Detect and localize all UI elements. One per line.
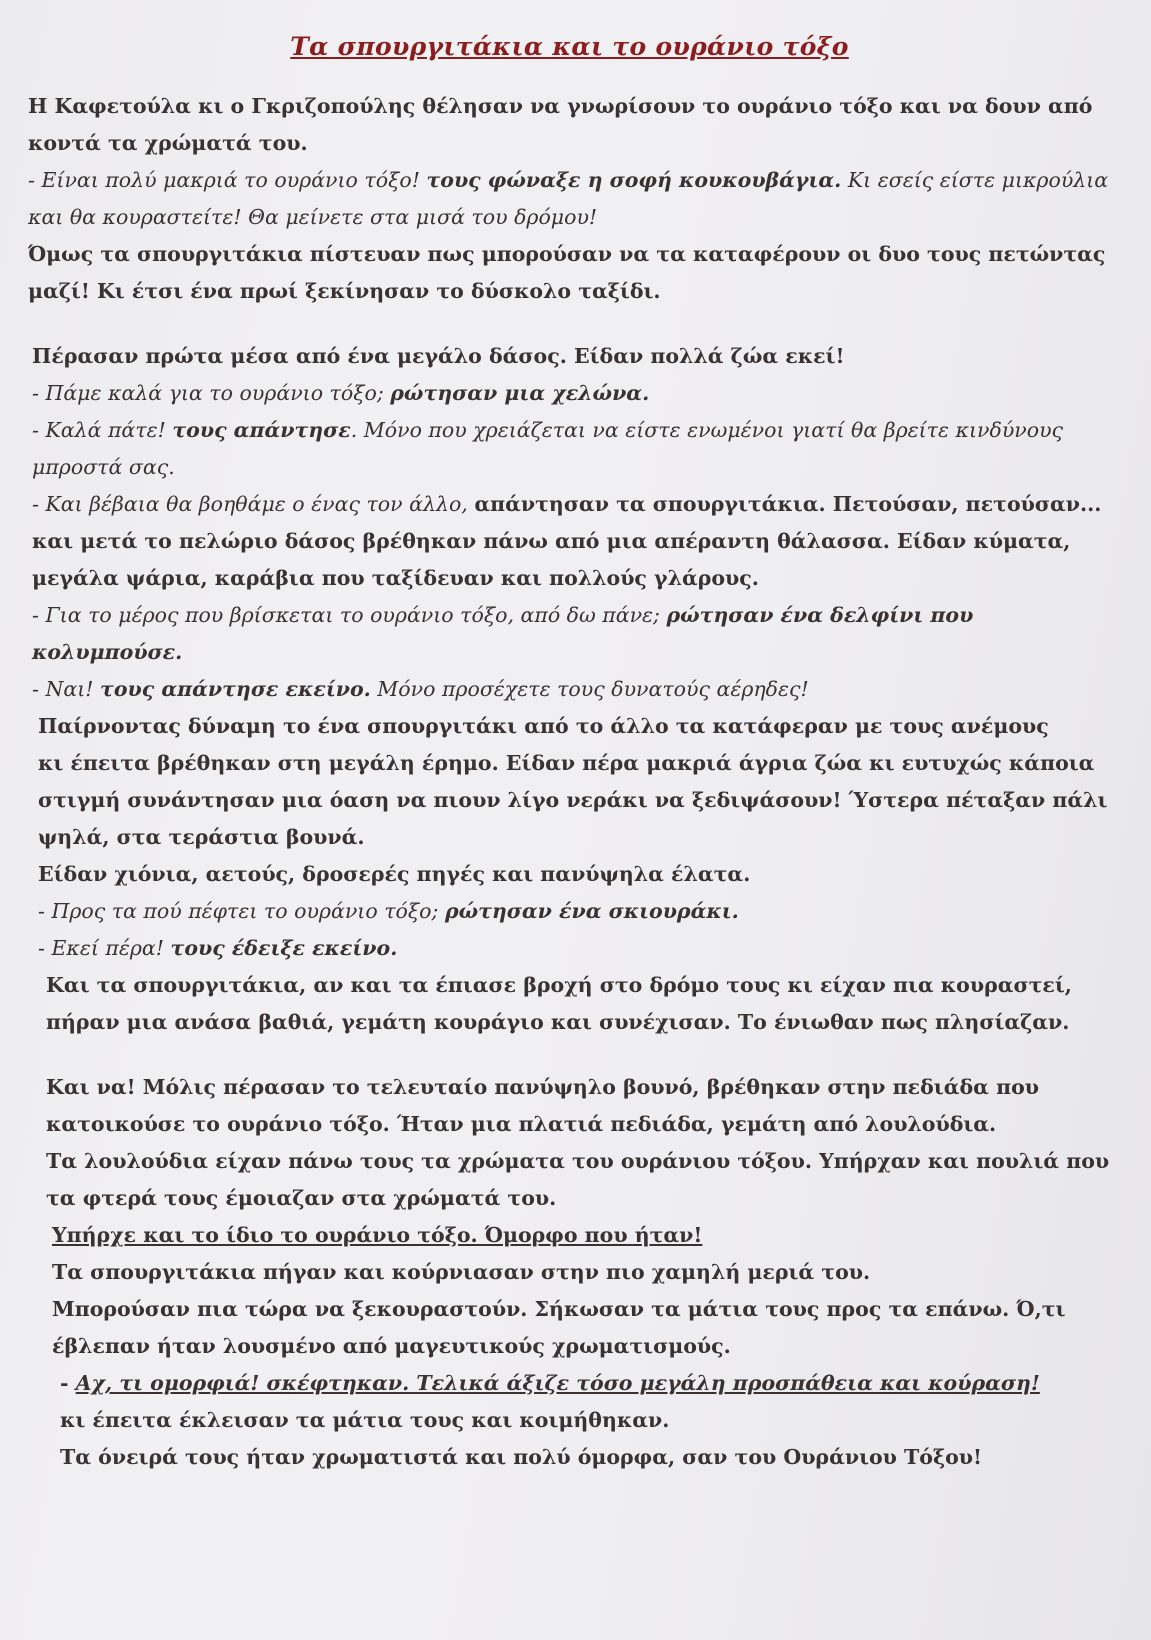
text-line	[28, 1179, 1111, 1216]
text-line	[28, 1003, 1111, 1040]
text-line	[28, 1216, 1111, 1253]
dialogue-line	[28, 596, 1111, 633]
text-span: πήραν μια ανάσα βαθιά, γεμάτη κουράγιο και συνέχισαν. Το ένιωθαν πως πλησίαζαν.	[46, 1010, 1070, 1034]
paragraph-gap	[28, 309, 1111, 337]
text-span: Υπήρχε και το ίδιο το ουράνιο τόξο. Όμορφο που ήταν!	[52, 1223, 703, 1247]
dialogue-line	[28, 1364, 1111, 1401]
dialogue-span: - Καλά πάτε!	[32, 418, 173, 442]
text-span: κατοικούσε το ουράνιο τόξο. Ήταν μια πλατιά πεδιάδα, γεμάτη από λουλούδια.	[46, 1112, 997, 1136]
dialogue-span: - Για το μέρος που βρίσκεται το ουράνιο τόξο, από δω πάνε;	[32, 603, 667, 627]
dialogue-line	[28, 929, 1111, 966]
dialogue-span: . Μόνο που χρειάζεται να είστε ενωμένοι γιατί θα βρείτε κινδύνους	[350, 418, 1064, 442]
dialogue-span: - Και βέβαια θα βοηθάμε ο ένας τον άλλο,	[32, 492, 475, 516]
text-span: Τα σπουργιτάκια πήγαν και κούρνιασαν στην πιο χαμηλή μεριά του.	[52, 1260, 871, 1284]
text-span: Τα όνειρά τους ήταν χρωματιστά και πολύ όμορφα, σαν του Ουράνιου Τόξου!	[60, 1445, 982, 1469]
text-line	[28, 1253, 1111, 1290]
text-line	[28, 1327, 1111, 1364]
text-line	[28, 966, 1111, 1003]
text-line	[28, 1290, 1111, 1327]
narration-span: τους απάντησε	[172, 418, 351, 442]
text-line	[28, 1142, 1111, 1179]
text-span: Μπορούσαν πια τώρα να ξεκουραστούν. Σήκωσαν τα μάτια τους προς τα επάνω. Ό,τι	[52, 1297, 1066, 1321]
dialogue-span: - Είναι πολύ μακριά το ουράνιο τόξο!	[28, 168, 427, 192]
text-line	[28, 235, 1111, 272]
text-span: μεγάλα ψάρια, καράβια που ταξίδευαν και πολλούς γλάρους.	[32, 566, 759, 590]
text-line	[28, 87, 1111, 124]
text-line	[28, 1068, 1111, 1105]
narration-span: ρώτησαν μια χελώνα.	[390, 381, 650, 405]
dialogue-line	[28, 198, 1111, 235]
text-line	[28, 744, 1111, 781]
text-span: Τα λουλούδια είχαν πάνω τους τα χρώματα του ουράνιου τόξου. Υπήρχαν και πουλιά που	[46, 1149, 1110, 1173]
dialogue-span: - Ναι!	[32, 677, 101, 701]
dialogue-line	[28, 892, 1111, 929]
text-span: Παίρνοντας δύναμη το ένα σπουργιτάκι από το άλλο τα κατάφεραν με τους ανέμους	[38, 714, 1049, 738]
narration-span: ρώτησαν ένα δελφίνι που	[666, 603, 974, 627]
text-line	[28, 818, 1111, 855]
text-span: ψηλά, στα τεράστια βουνά.	[38, 825, 365, 849]
narration-span: κολυμπούσε.	[32, 640, 183, 664]
text-line	[28, 1438, 1111, 1475]
text-span: κι έπειτα βρέθηκαν στη μεγάλη έρημο. Είδαν πέρα μακριά άγρια ζώα κι ευτυχώς κάποια	[38, 751, 1095, 775]
dialogue-span: και θα κουραστείτε! Θα μείνετε στα μισά του δρόμου!	[28, 205, 598, 229]
text-span: κι έπειτα έκλεισαν τα μάτια τους και κοιμήθηκαν.	[60, 1408, 670, 1432]
document-title: Τα σπουργιτάκια και το ουράνιο τόξο	[290, 32, 849, 61]
text-span: Πέρασαν πρώτα μέσα από ένα μεγάλο δάσος. Είδαν πολλά ζώα εκεί!	[32, 344, 845, 368]
dialogue-span: - Εκεί πέρα!	[38, 936, 171, 960]
text-line	[28, 272, 1111, 309]
text-span: Και τα σπουργιτάκια, αν και τα έπιασε βροχή στο δρόμο τους κι είχαν πια κουραστεί,	[46, 973, 1072, 997]
text-line	[28, 781, 1111, 818]
text-span: Η Καφετούλα κι ο Γκριζοπούλης θέλησαν να γνωρίσουν το ουράνιο τόξο και να δουν από	[28, 94, 1093, 118]
text-line	[28, 707, 1111, 744]
dialogue-line	[28, 448, 1111, 485]
text-span: Και να! Μόλις πέρασαν το τελευταίο πανύψηλο βουνό, βρέθηκαν στην πεδιάδα που	[46, 1075, 1039, 1099]
text-span: Όμως τα σπουργιτάκια πίστευαν πως μπορούσαν να τα καταφέρουν οι δυο τους πετώντας	[28, 242, 1106, 266]
text-span: μαζί! Κι έτσι ένα πρωί ξεκίνησαν το δύσκολο ταξίδι.	[28, 279, 661, 303]
dialogue-span: Κι εσείς είστε μικρούλια	[841, 168, 1109, 192]
dialogue-span: Μόνο προσέχετε τους δυνατούς αέρηδες!	[370, 677, 809, 701]
text-span: και μετά το πελώριο δάσος βρέθηκαν πάνω από μια απέραντη θάλασσα. Είδαν κύματα,	[32, 529, 1071, 553]
narration-span: τους απάντησε εκείνο.	[100, 677, 371, 701]
dialogue-span: - Προς τα πού πέφτει το ουράνιο τόξο;	[38, 899, 445, 923]
dialogue-line	[28, 670, 1111, 707]
dialogue-span: μπροστά σας.	[32, 455, 175, 479]
text-line	[28, 522, 1111, 559]
dialogue-line	[28, 411, 1111, 448]
text-line	[28, 855, 1111, 892]
text-span: έβλεπαν ήταν λουσμένο από μαγευτικούς χρωματισμούς.	[52, 1334, 731, 1358]
narration-span: τους φώναξε η σοφή κουκουβάγια.	[426, 168, 842, 192]
dialogue-line	[28, 161, 1111, 198]
text-line	[28, 124, 1111, 161]
dash-span: -	[60, 1371, 76, 1395]
text-span: Είδαν χιόνια, αετούς, δροσερές πηγές και πανύψηλα έλατα.	[38, 862, 751, 886]
dialogue-span: - Πάμε καλά για το ουράνιο τόξο;	[32, 381, 391, 405]
narration-span: ρώτησαν ένα σκιουράκι.	[444, 899, 739, 923]
text-line	[28, 1105, 1111, 1142]
text-line	[28, 1401, 1111, 1438]
narration-span: απάντησαν τα σπουργιτάκια. Πετούσαν, πετούσαν...	[474, 492, 1102, 516]
text-line	[28, 559, 1111, 596]
narration-span: τους έδειξε εκείνο.	[170, 936, 398, 960]
dialogue-line	[28, 485, 1111, 522]
paragraph-gap	[28, 1040, 1111, 1068]
text-span: τα φτερά τους έμοιαζαν στα χρώματά του.	[46, 1186, 557, 1210]
text-span: κοντά τα χρώματά του.	[28, 131, 308, 155]
dialogue-span: Αχ, τι ομορφιά! σκέφτηκαν. Τελικά άξιζε τόσο μεγάλη προσπάθεια και κούραση!	[75, 1371, 1040, 1395]
dialogue-line	[28, 374, 1111, 411]
text-line	[28, 337, 1111, 374]
text-line	[28, 633, 1111, 670]
text-span: στιγμή συνάντησαν μια όαση να πιουν λίγο νεράκι να ξεδιψάσουν! Ύστερα πέταξαν πάλι	[38, 788, 1108, 812]
